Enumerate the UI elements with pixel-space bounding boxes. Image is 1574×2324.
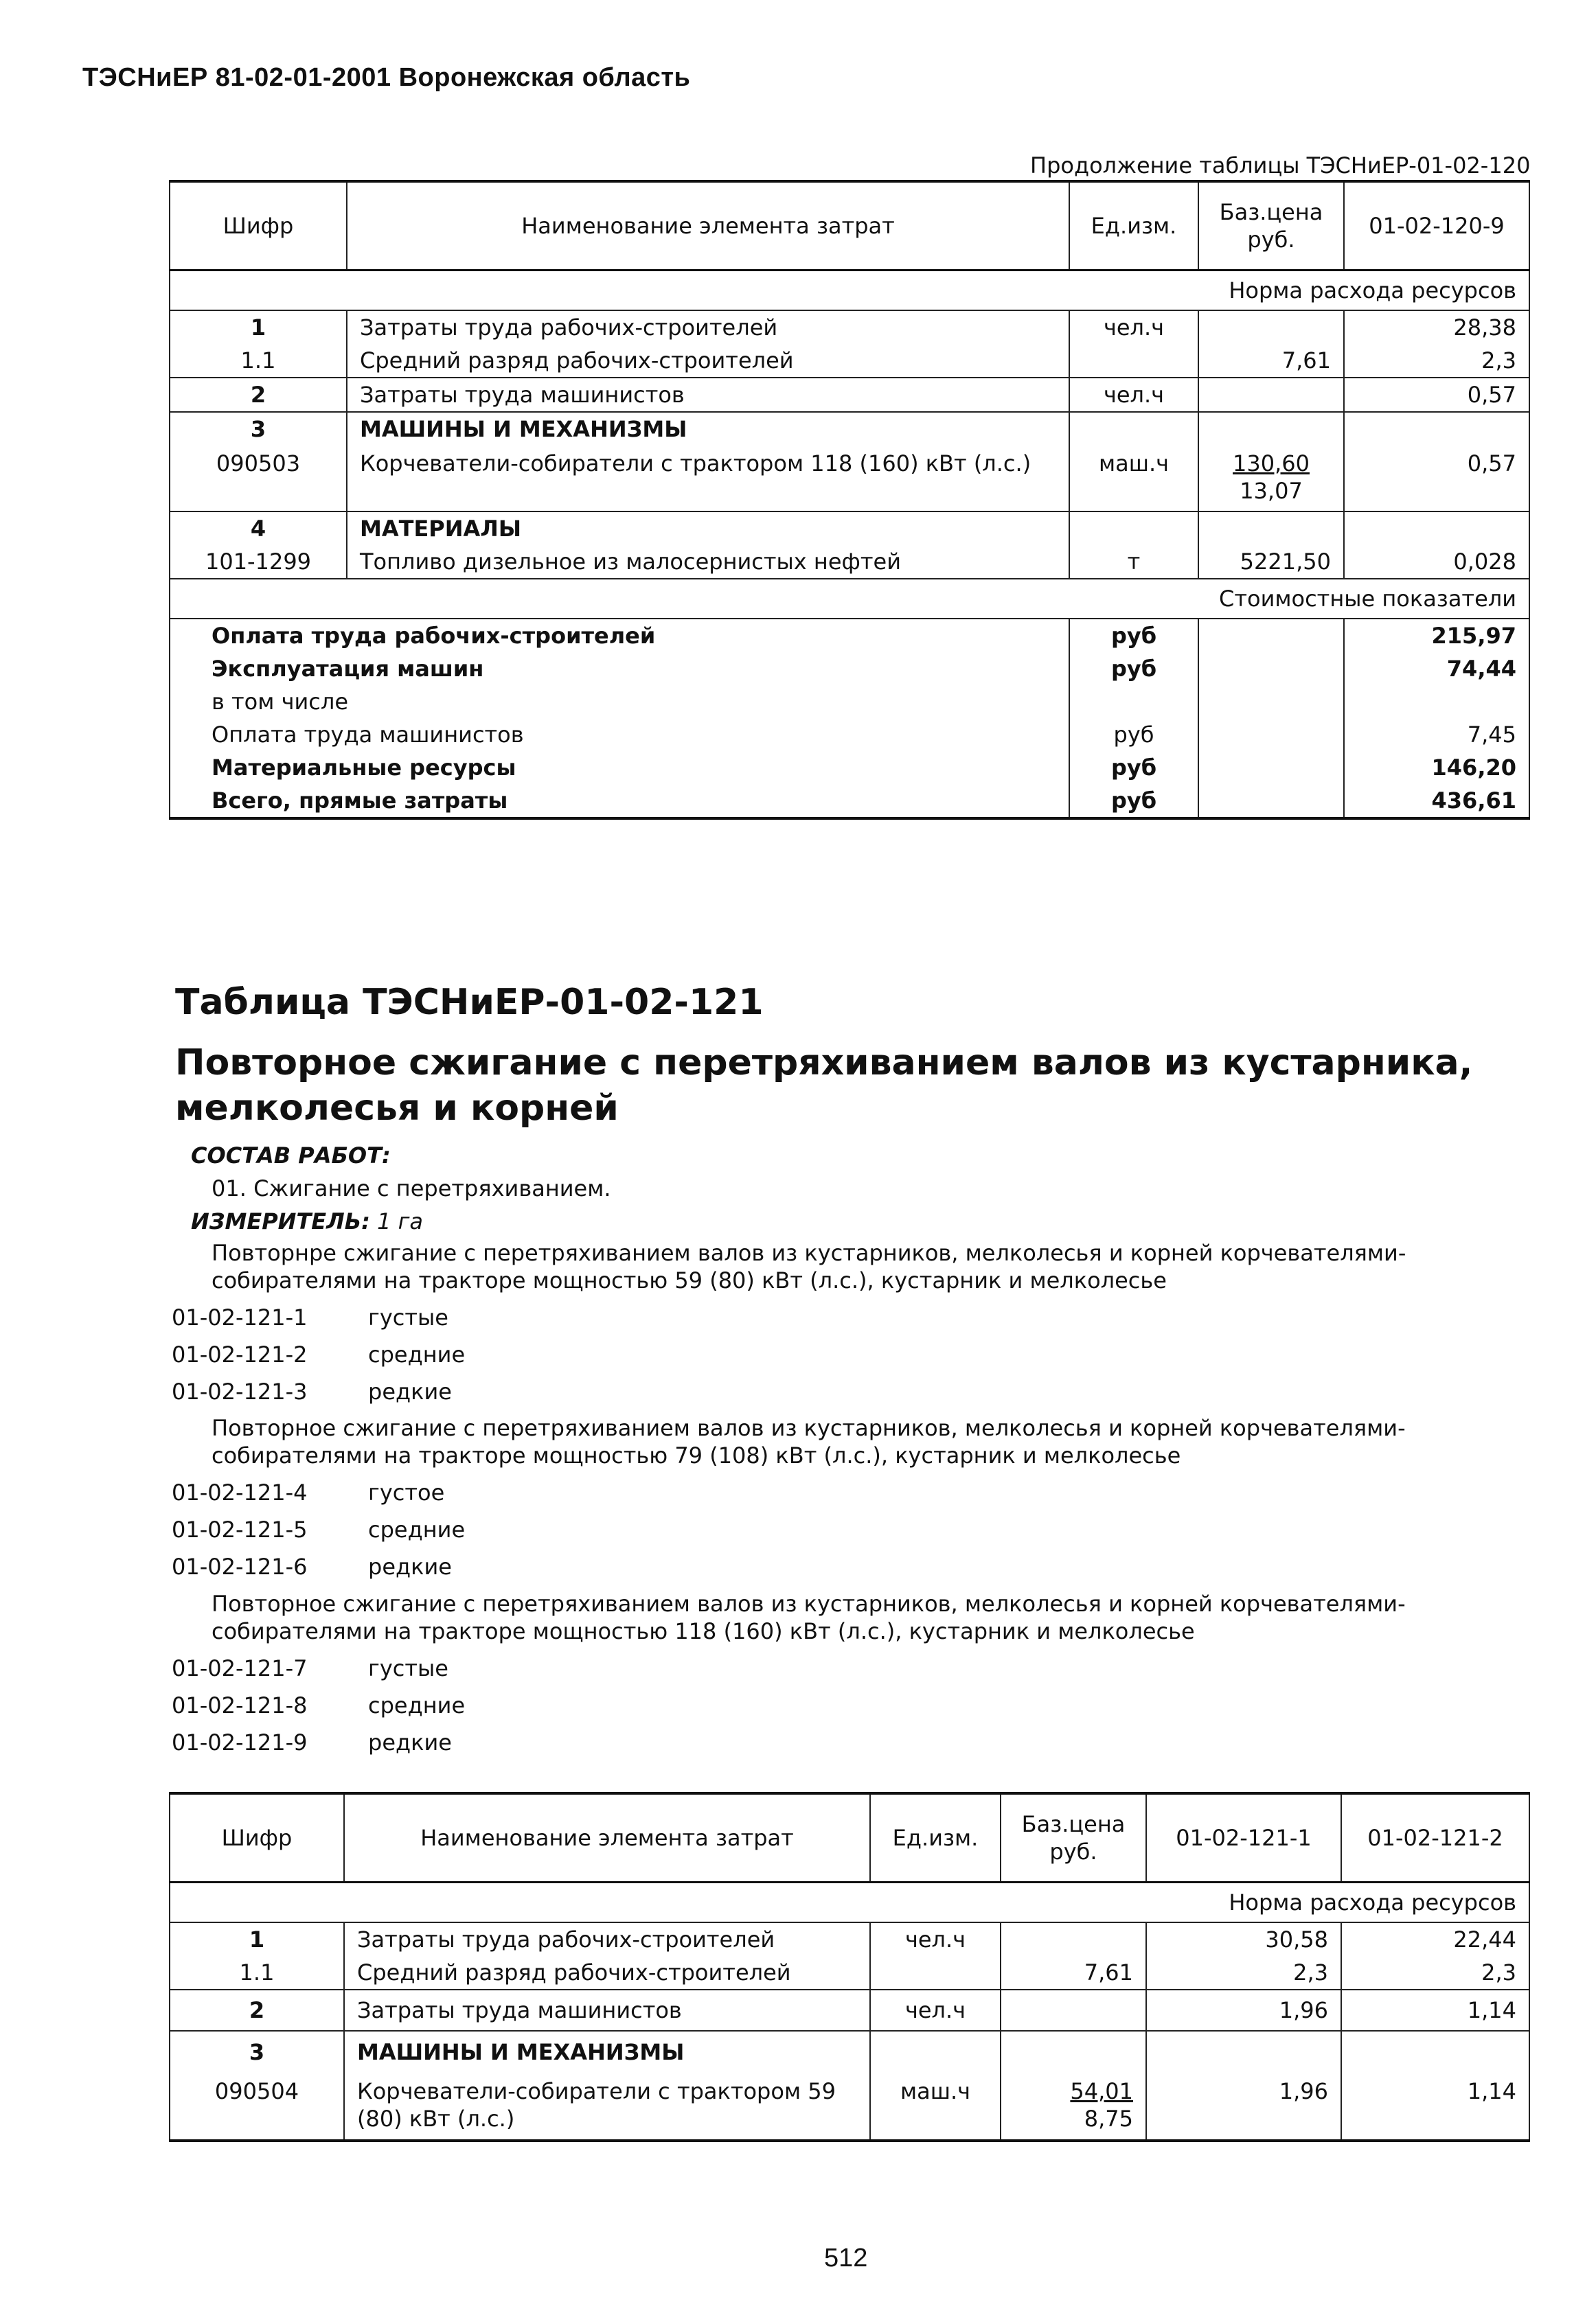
cost-empty [1198, 652, 1344, 685]
norm-code: 01-02-121-4 [172, 1480, 308, 1506]
row-value-1: 1,96 [1146, 1990, 1341, 2031]
meter-label: ИЗМЕРИТЕЛЬ: [191, 1208, 370, 1234]
meter-value: 1 га [377, 1208, 424, 1234]
row-name: Затраты труда рабочих-строителей [344, 1922, 870, 1956]
row-code: 3 [170, 412, 347, 446]
table-continuation-caption: Продолжение таблицы ТЭСНиЕР-01-02-120 [1030, 152, 1531, 179]
row-value-1: 2,3 [1146, 1956, 1341, 1990]
row-unit: чел.ч [1069, 310, 1198, 344]
row-name: Затраты труда рабочих-строителей [347, 310, 1069, 344]
norm-code: 01-02-121-8 [172, 1692, 308, 1718]
cost-unit: руб [1069, 619, 1198, 652]
row-value-2 [1341, 2031, 1529, 2072]
cost-value: 74,44 [1344, 652, 1529, 685]
row-price [1198, 378, 1344, 412]
cost-name: Всего, прямые затраты [170, 784, 1069, 818]
table-header-row [170, 1793, 1529, 1883]
norm-code: 01-02-121-5 [172, 1517, 308, 1543]
table-row [170, 545, 1529, 579]
row-price [1001, 2072, 1146, 2141]
price-sub: 8,75 [1084, 2106, 1133, 2132]
row-code: 2 [170, 1990, 344, 2031]
cost-row [170, 751, 1529, 784]
row-code: 1 [170, 1922, 344, 1956]
row-unit [870, 1956, 1001, 1990]
table-row [170, 1956, 1529, 1990]
cost-value: 215,97 [1344, 619, 1529, 652]
cost-empty [1198, 718, 1344, 751]
header-col2: 01-02-121-2 [1341, 1793, 1529, 1883]
row-value: 28,38 [1344, 310, 1529, 344]
cost-row [170, 718, 1529, 751]
row-price: 7,61 [1001, 1956, 1146, 1990]
row-unit: чел.ч [870, 1990, 1001, 2031]
row-code: 090503 [170, 446, 347, 511]
cost-row [170, 619, 1529, 652]
header-name: Наименование элемента затрат [344, 1793, 870, 1883]
row-price [1001, 2031, 1146, 2072]
table-row [170, 310, 1529, 344]
cost-value: 7,45 [1344, 718, 1529, 751]
row-price [1198, 310, 1344, 344]
row-code: 101-1299 [170, 545, 347, 579]
header-col1: 01-02-120-9 [1344, 181, 1529, 271]
cost-name: Оплата труда рабочих-строителей [170, 619, 1069, 652]
row-code: 090504 [170, 2072, 344, 2141]
norm-label-row [170, 271, 1529, 311]
row-value-2: 22,44 [1341, 1922, 1529, 1956]
group-description: Повторное сжигание с перетряхиванием валов из кустарников, мелколесья и корней корчевателями-собирателями на тракторе мощностью 118 (160) кВт (л.с.), кустарник и мелколесье [212, 1591, 1406, 1644]
row-name: МАТЕРИАЛЫ [347, 511, 1069, 545]
table-subtitle: Повторное сжигание с перетряхиванием валов из кустарника, мелколесья и корней [175, 1042, 1473, 1129]
row-unit: маш.ч [870, 2072, 1001, 2141]
norm-label: средние [368, 1342, 466, 1368]
row-value: 0,028 [1344, 545, 1529, 579]
norm-label: средние [368, 1692, 466, 1718]
row-name: Средний разряд рабочих-строителей [347, 344, 1069, 378]
cost-label: Стоимостные показатели [170, 579, 1529, 619]
group-description: Повторнре сжигание с перетряхиванием валов из кустарников, мелколесья и корней корчевателями-собирателями на тракторе мощностью 59 (80) кВт (л.с.), кустарник и мелколесье [212, 1240, 1406, 1293]
price-main: 54,01 [1070, 2078, 1133, 2104]
cost-value: 436,61 [1344, 784, 1529, 818]
cost-name: в том числе [170, 685, 1069, 718]
table-row [170, 412, 1529, 446]
header-code: Шифр [170, 1793, 344, 1883]
table-row [170, 2031, 1529, 2072]
work-item: 01. Сжигание с перетряхиванием. [212, 1175, 611, 1201]
cost-value [1344, 685, 1529, 718]
row-unit: маш.ч [1069, 446, 1198, 511]
work-composition-label: СОСТАВ РАБОТ: [191, 1142, 391, 1169]
row-value-2: 1,14 [1341, 2072, 1529, 2141]
cost-unit: руб [1069, 652, 1198, 685]
row-price [1198, 511, 1344, 545]
row-code: 1.1 [170, 1956, 344, 1990]
norm-label: Норма расхода ресурсов [170, 1883, 1529, 1923]
row-value: 2,3 [1344, 344, 1529, 378]
row-value-1 [1146, 2031, 1341, 2072]
row-code: 2 [170, 378, 347, 412]
cost-empty [1198, 784, 1344, 818]
header-col1: 01-02-121-1 [1146, 1793, 1341, 1883]
price-sub: 13,07 [1240, 478, 1303, 504]
header-unit: Ед.изм. [870, 1793, 1001, 1883]
row-name: Корчеватели-собиратели с трактором 59 (80) кВт (л.с.) [344, 2072, 870, 2141]
resource-table-120 [169, 180, 1530, 820]
table-row [170, 344, 1529, 378]
row-name: МАШИНЫ И МЕХАНИЗМЫ [344, 2031, 870, 2072]
row-value [1344, 511, 1529, 545]
cost-label-row [170, 579, 1529, 619]
row-price: 7,61 [1198, 344, 1344, 378]
header-price: Баз.цена руб. [1001, 1793, 1146, 1883]
row-code: 4 [170, 511, 347, 545]
row-price: 5221,50 [1198, 545, 1344, 579]
norm-code: 01-02-121-3 [172, 1379, 308, 1405]
row-name: МАШИНЫ И МЕХАНИЗМЫ [347, 412, 1069, 446]
row-unit [870, 2031, 1001, 2072]
cost-row [170, 685, 1529, 718]
row-unit: чел.ч [1069, 378, 1198, 412]
row-unit [1069, 344, 1198, 378]
norm-code: 01-02-121-7 [172, 1655, 308, 1681]
group-description: Повторное сжигание с перетряхиванием валов из кустарников, мелколесья и корней корчевателями-собирателями на тракторе мощностью 79 (108) кВт (л.с.), кустарник и мелколесье [212, 1415, 1406, 1469]
norm-label: редкие [368, 1554, 452, 1580]
cost-empty [1198, 685, 1344, 718]
norm-code: 01-02-121-2 [172, 1342, 308, 1368]
row-name: Затраты труда машинистов [347, 378, 1069, 412]
row-value: 0,57 [1344, 446, 1529, 511]
table-row [170, 2072, 1529, 2141]
row-unit [1069, 412, 1198, 446]
row-name: Средний разряд рабочих-строителей [344, 1956, 870, 1990]
cost-name: Эксплуатация машин [170, 652, 1069, 685]
norm-code: 01-02-121-1 [172, 1304, 308, 1331]
table-row [170, 1922, 1529, 1956]
row-price [1198, 412, 1344, 446]
row-price [1001, 1922, 1146, 1956]
cost-row [170, 652, 1529, 685]
cost-name: Материальные ресурсы [170, 751, 1069, 784]
table-row [170, 378, 1529, 412]
norm-label-row [170, 1883, 1529, 1923]
cost-unit: руб [1069, 751, 1198, 784]
row-name: Топливо дизельное из малосернистых нефтей [347, 545, 1069, 579]
norm-code: 01-02-121-9 [172, 1729, 308, 1756]
cost-unit: руб [1069, 718, 1198, 751]
norm-label: Норма расхода ресурсов [170, 271, 1529, 311]
document-header: ТЭСНиЕР 81-02-01-2001 Воронежская область [82, 63, 691, 92]
row-value-2: 2,3 [1341, 1956, 1529, 1990]
row-code: 1 [170, 310, 347, 344]
row-name: Корчеватели-собиратели с трактором 118 (160) кВт (л.с.) [347, 446, 1069, 511]
row-price [1001, 1990, 1146, 2031]
header-price: Баз.цена руб. [1198, 181, 1344, 271]
norm-label: средние [368, 1517, 466, 1543]
row-value-2: 1,14 [1341, 1990, 1529, 2031]
header-code: Шифр [170, 181, 347, 271]
norm-label: густое [368, 1480, 445, 1506]
row-unit [1069, 511, 1198, 545]
row-unit: т [1069, 545, 1198, 579]
resource-table-121 [169, 1792, 1530, 2142]
norm-label: редкие [368, 1729, 452, 1756]
table-row [170, 511, 1529, 545]
cost-unit: руб [1069, 784, 1198, 818]
header-unit: Ед.изм. [1069, 181, 1198, 271]
table-title: Таблица ТЭСНиЕР-01-02-121 [175, 982, 764, 1023]
row-value-1: 1,96 [1146, 2072, 1341, 2141]
page-number: 512 [824, 2244, 868, 2273]
header-name: Наименование элемента затрат [347, 181, 1069, 271]
row-value [1344, 412, 1529, 446]
cost-unit [1069, 685, 1198, 718]
cost-row [170, 784, 1529, 818]
row-value: 0,57 [1344, 378, 1529, 412]
row-code: 1.1 [170, 344, 347, 378]
table-header-row [170, 181, 1529, 271]
row-value-1: 30,58 [1146, 1922, 1341, 1956]
cost-empty [1198, 619, 1344, 652]
row-name: Затраты труда машинистов [344, 1990, 870, 2031]
cost-empty [1198, 751, 1344, 784]
norm-label: густые [368, 1304, 448, 1331]
row-code: 3 [170, 2031, 344, 2072]
meter [191, 1208, 423, 1234]
price-main: 130,60 [1233, 450, 1310, 476]
table-row [170, 1990, 1529, 2031]
cost-name: Оплата труда машинистов [170, 718, 1069, 751]
row-unit: чел.ч [870, 1922, 1001, 1956]
norm-label: густые [368, 1655, 448, 1681]
cost-value: 146,20 [1344, 751, 1529, 784]
row-price [1198, 446, 1344, 511]
norm-label: редкие [368, 1379, 452, 1405]
norm-code: 01-02-121-6 [172, 1554, 308, 1580]
table-row [170, 446, 1529, 511]
